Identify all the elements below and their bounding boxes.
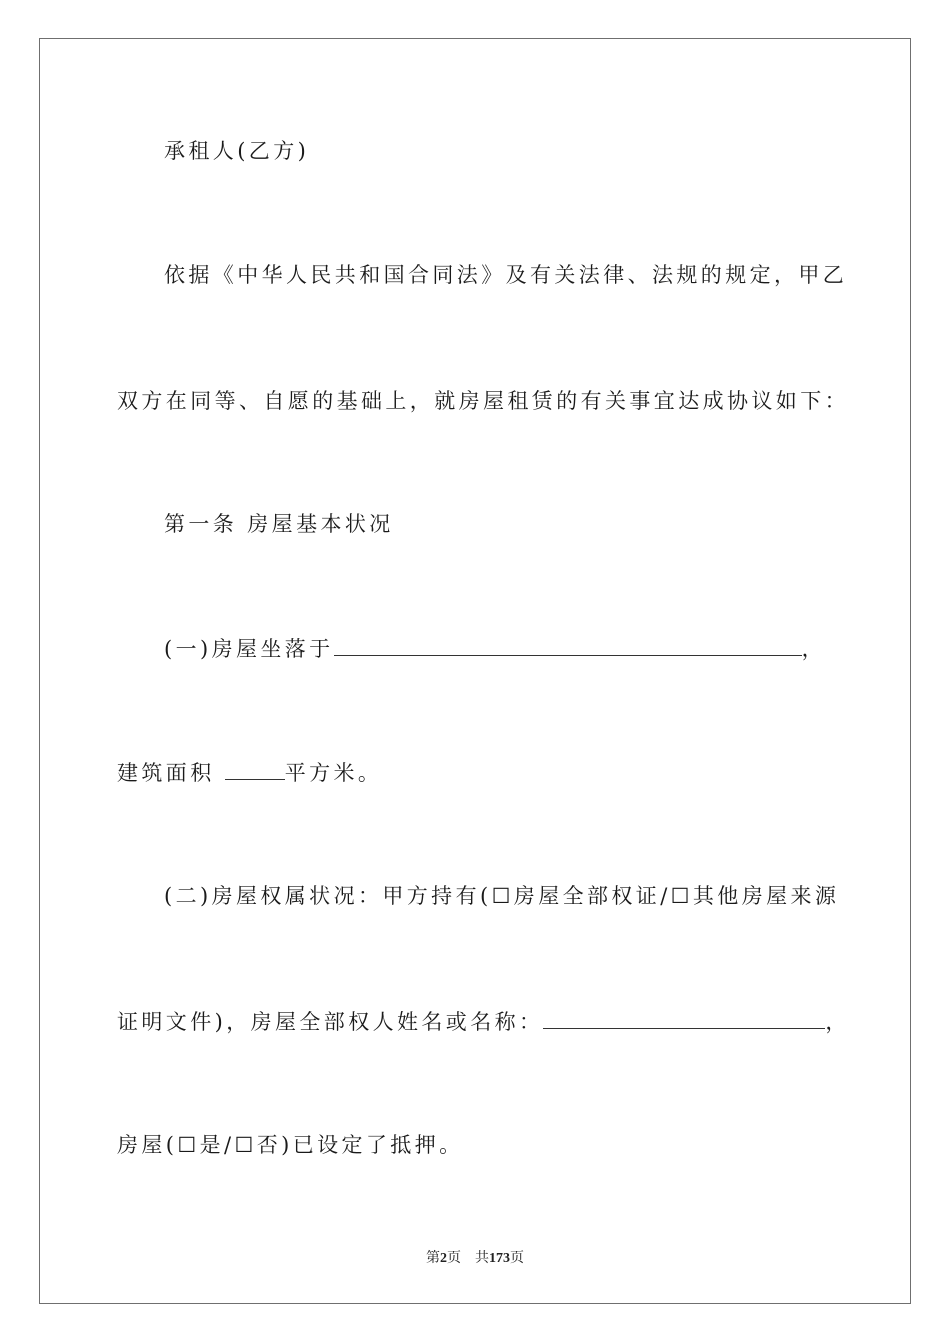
page-frame [39,38,911,1304]
ownership-line-2 [117,1008,850,1036]
area-blank[interactable] [225,761,285,780]
owner-name-label: 证明文件)，房屋全部权人姓名或名称： [117,1010,544,1034]
lessee-line [164,137,309,165]
location-comma: ， [801,637,826,661]
footer-page-prefix: 第 [426,1251,440,1266]
preamble-line-1 [164,261,847,289]
area-label: 建筑面积 [117,761,225,785]
location-line [164,635,826,663]
area-unit: 平方米。 [284,761,383,785]
preamble-line-2 [117,387,849,415]
article-one-title: 第一条 房屋基本状况 [164,512,394,536]
mortgage-line [117,1131,464,1159]
footer-page-number: 2 [440,1251,447,1266]
ownership-line-1 [164,882,839,910]
footer-total-suffix: 页 [510,1251,524,1266]
owner-name-comma: ， [825,1010,850,1034]
footer-page-suffix: 页 [447,1251,461,1266]
preamble-text-1: 依据《中华人民共和国合同法》及有关法律、法规的规定，甲乙 [164,263,848,287]
page-footer [0,1247,950,1267]
ownership-text-1: (二)房屋权属状况：甲方持有(☐房屋全部权证/☐其他房屋来源 [164,884,840,908]
owner-name-blank[interactable] [543,1010,825,1029]
footer-total-prefix: 共 [475,1251,489,1266]
article-one-heading [164,510,394,538]
preamble-text-2: 双方在同等、自愿的基础上，就房屋租赁的有关事宜达成协议如下： [117,389,849,413]
footer-total-number: 173 [489,1251,510,1266]
location-label: (一)房屋坐落于 [164,637,334,661]
area-line [117,759,382,787]
lessee-label: 承租人(乙方) [164,139,310,163]
mortgage-text: 房屋(☐是/☐否)已设定了抵押。 [117,1133,464,1157]
location-blank[interactable] [334,637,802,656]
